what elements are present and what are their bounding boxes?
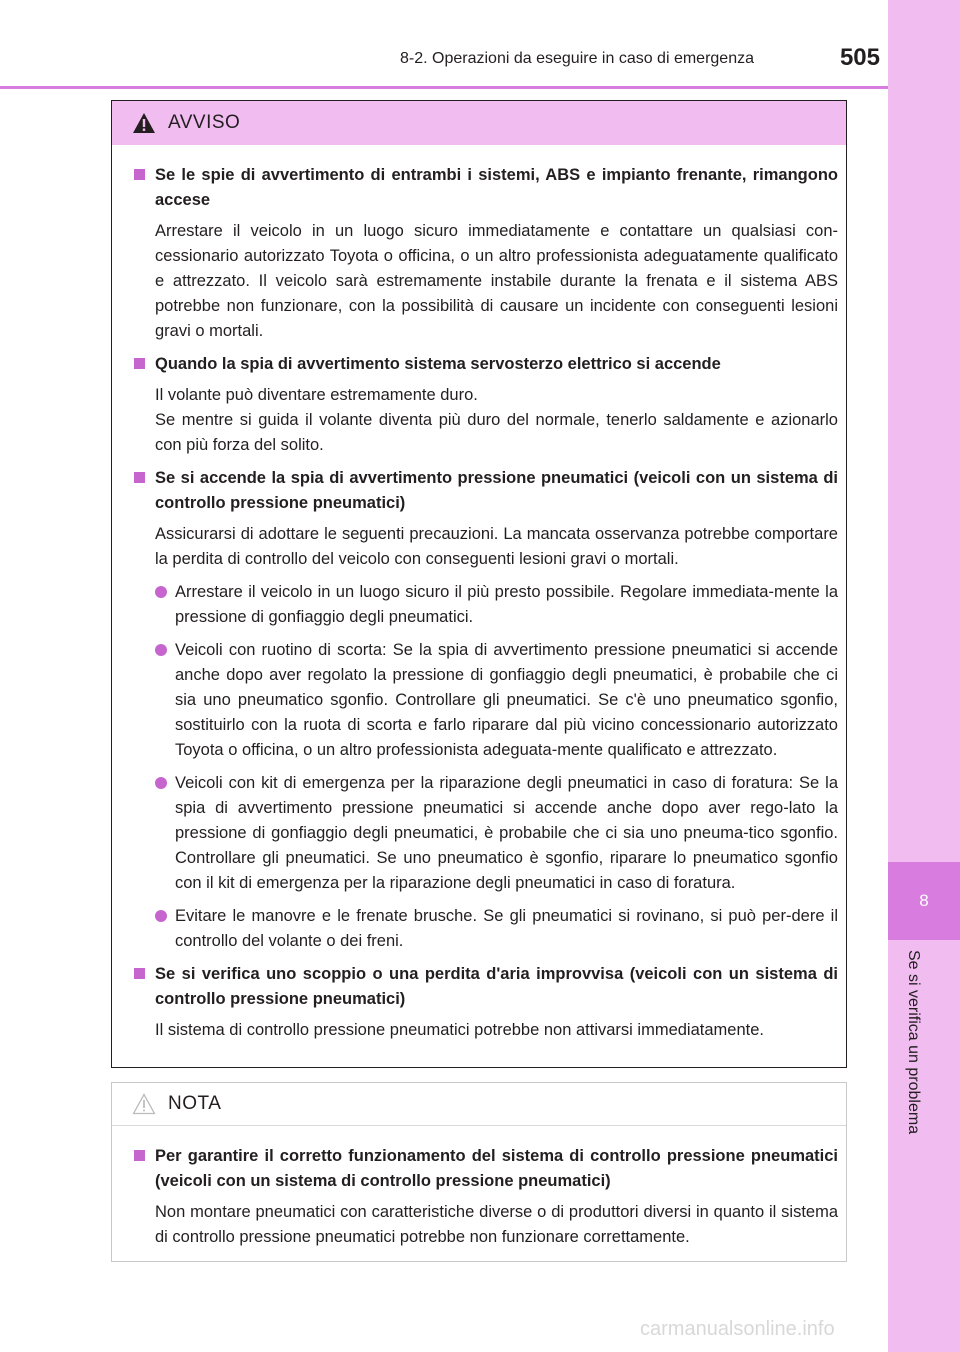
round-bullet-icon: [155, 777, 167, 789]
square-bullet-icon: [134, 968, 145, 979]
notice-paragraph: Il volante può diventare estremamente duro.: [155, 386, 478, 404]
page-number: 505: [839, 44, 880, 71]
avviso-header: [112, 101, 846, 145]
caution-icon: [132, 1093, 156, 1115]
square-bullet-icon: [134, 169, 145, 180]
avviso-box: [111, 100, 847, 1068]
round-bullet-icon: [155, 586, 167, 598]
notice-item: [134, 962, 838, 1043]
page-header: [0, 38, 888, 78]
notice-item-title: Se si verifica uno scoppio o una perdita d'aria improvvisa (veicoli con un sistema di controllo pressione pneumatici): [155, 965, 838, 1008]
chapter-label: Se si verifica un problema: [905, 950, 922, 1135]
notice-bullet-text: Veicoli con ruotino di scorta: Se la spia di avvertimento pressione pneumatici si accende anche dopo aver regolato la pressione di gonfiaggio degli pneumatici, è probabile che ci sia uno pneumatico sgonfio. Controllare gli pneumatici. Se c'è uno pneumatico sgonfio, sostituirlo con la ruota di scorta e farlo riparare dal più vicino concessionario autorizzato Toyota o officina, o un altro professionista adeguata-mente qualificato e attrezzato.: [175, 641, 838, 759]
notice-paragraph: Il sistema di controllo pressione pneumatici potrebbe non attivarsi immediatamente.: [155, 1021, 764, 1039]
notice-item: [134, 352, 838, 458]
avviso-title: AVVISO: [168, 112, 241, 133]
notice-item-heading: [134, 163, 838, 213]
notice-paragraph: Se mentre si guida il volante diventa più duro del normale, tenerlo saldamente e azionarlo con più forza del solito.: [155, 411, 838, 454]
notice-item-title: Quando la spia di avvertimento sistema servosterzo elettrico si accende: [155, 355, 721, 373]
chapter-number: 8: [888, 862, 960, 940]
notice-bullet-text: Arrestare il veicolo in un luogo sicuro il più presto possibile. Regolare immediata-mente la pressione di gonfiaggio degli pneumatici.: [175, 583, 838, 626]
nota-title: NOTA: [168, 1093, 222, 1114]
notice-bullet-text: Veicoli con kit di emergenza per la riparazione degli pneumatici in caso di foratura: Se la spia di avvertimento pressione pneumatici si accende anche dopo aver rego-lato la pressione di gonfiaggio degli pneumatici, è probabile che ci sia uno pneuma-tico sgonfio. Controllare gli pneumatici. Se uno pneumatico è sgonfio, riparare lo pneumatico sgonfio con il kit di emergenza per la riparazione degli pneumatici in caso di foratura.: [175, 774, 838, 892]
notice-bullet: [155, 638, 838, 763]
notice-bullet-text: Evitare le manovre e le frenate brusche. Se gli pneumatici si rovinano, si può per-dere il controllo del volante o dei freni.: [175, 907, 838, 950]
nota-body: [112, 1126, 846, 1250]
square-bullet-icon: [134, 358, 145, 369]
notice-item-heading: [134, 352, 838, 377]
section-title: 8-2. Operazioni da eseguire in caso di emergenza: [400, 50, 754, 67]
square-bullet-icon: [134, 1150, 145, 1161]
notice-bullet: [155, 580, 838, 630]
round-bullet-icon: [155, 644, 167, 656]
notice-paragraph: Non montare pneumatici con caratteristiche diverse o di produttori diversi in quanto il sistema di controllo pressione pneumatici potrebbe non funzionare correttamente.: [155, 1203, 838, 1246]
warning-icon: [132, 112, 156, 134]
notice-item-title: Per garantire il corretto funzionamento del sistema di controllo pressione pneumatici (veicoli con un sistema di controllo pressione pneumatici): [155, 1147, 838, 1190]
notice-item-title: Se si accende la spia di avvertimento pressione pneumatici (veicoli con un sistema di controllo pressione pneumatici): [155, 469, 838, 512]
avviso-body: [112, 145, 846, 1043]
notice-bullet: [155, 771, 838, 896]
notice-paragraph: Arrestare il veicolo in un luogo sicuro immediatamente e contattare un qualsiasi con-cessionario autorizzato Toyota o officina, o un altro professionista adeguatamente qualificato e attrezzato. Il veicolo sarà estremamente instabile durante la frenata e il sistema ABS potrebbe non funzionare, con la possibilità di causare un incidente con conseguenti lesioni gravi o mortali.: [155, 222, 838, 340]
notice-bullet: [155, 904, 838, 954]
header-rule: [0, 86, 888, 89]
square-bullet-icon: [134, 472, 145, 483]
notice-item-heading: [134, 466, 838, 516]
notice-item: [134, 466, 838, 954]
notice-item-heading: [134, 1144, 838, 1194]
notice-item: [134, 1144, 838, 1250]
notice-item: [134, 163, 838, 344]
notice-item-heading: [134, 962, 838, 1012]
notice-paragraph: Assicurarsi di adottare le seguenti precauzioni. La mancata osservanza potrebbe comportare la perdita di controllo del veicolo con conseguenti lesioni gravi o mortali.: [155, 525, 838, 568]
nota-header: [112, 1083, 846, 1126]
notice-item-title: Se le spie di avvertimento di entrambi i sistemi, ABS e impianto frenante, rimangono accese: [155, 166, 838, 209]
round-bullet-icon: [155, 910, 167, 922]
nota-box: [111, 1082, 847, 1262]
watermark: carmanualsonline.info: [640, 1318, 835, 1340]
